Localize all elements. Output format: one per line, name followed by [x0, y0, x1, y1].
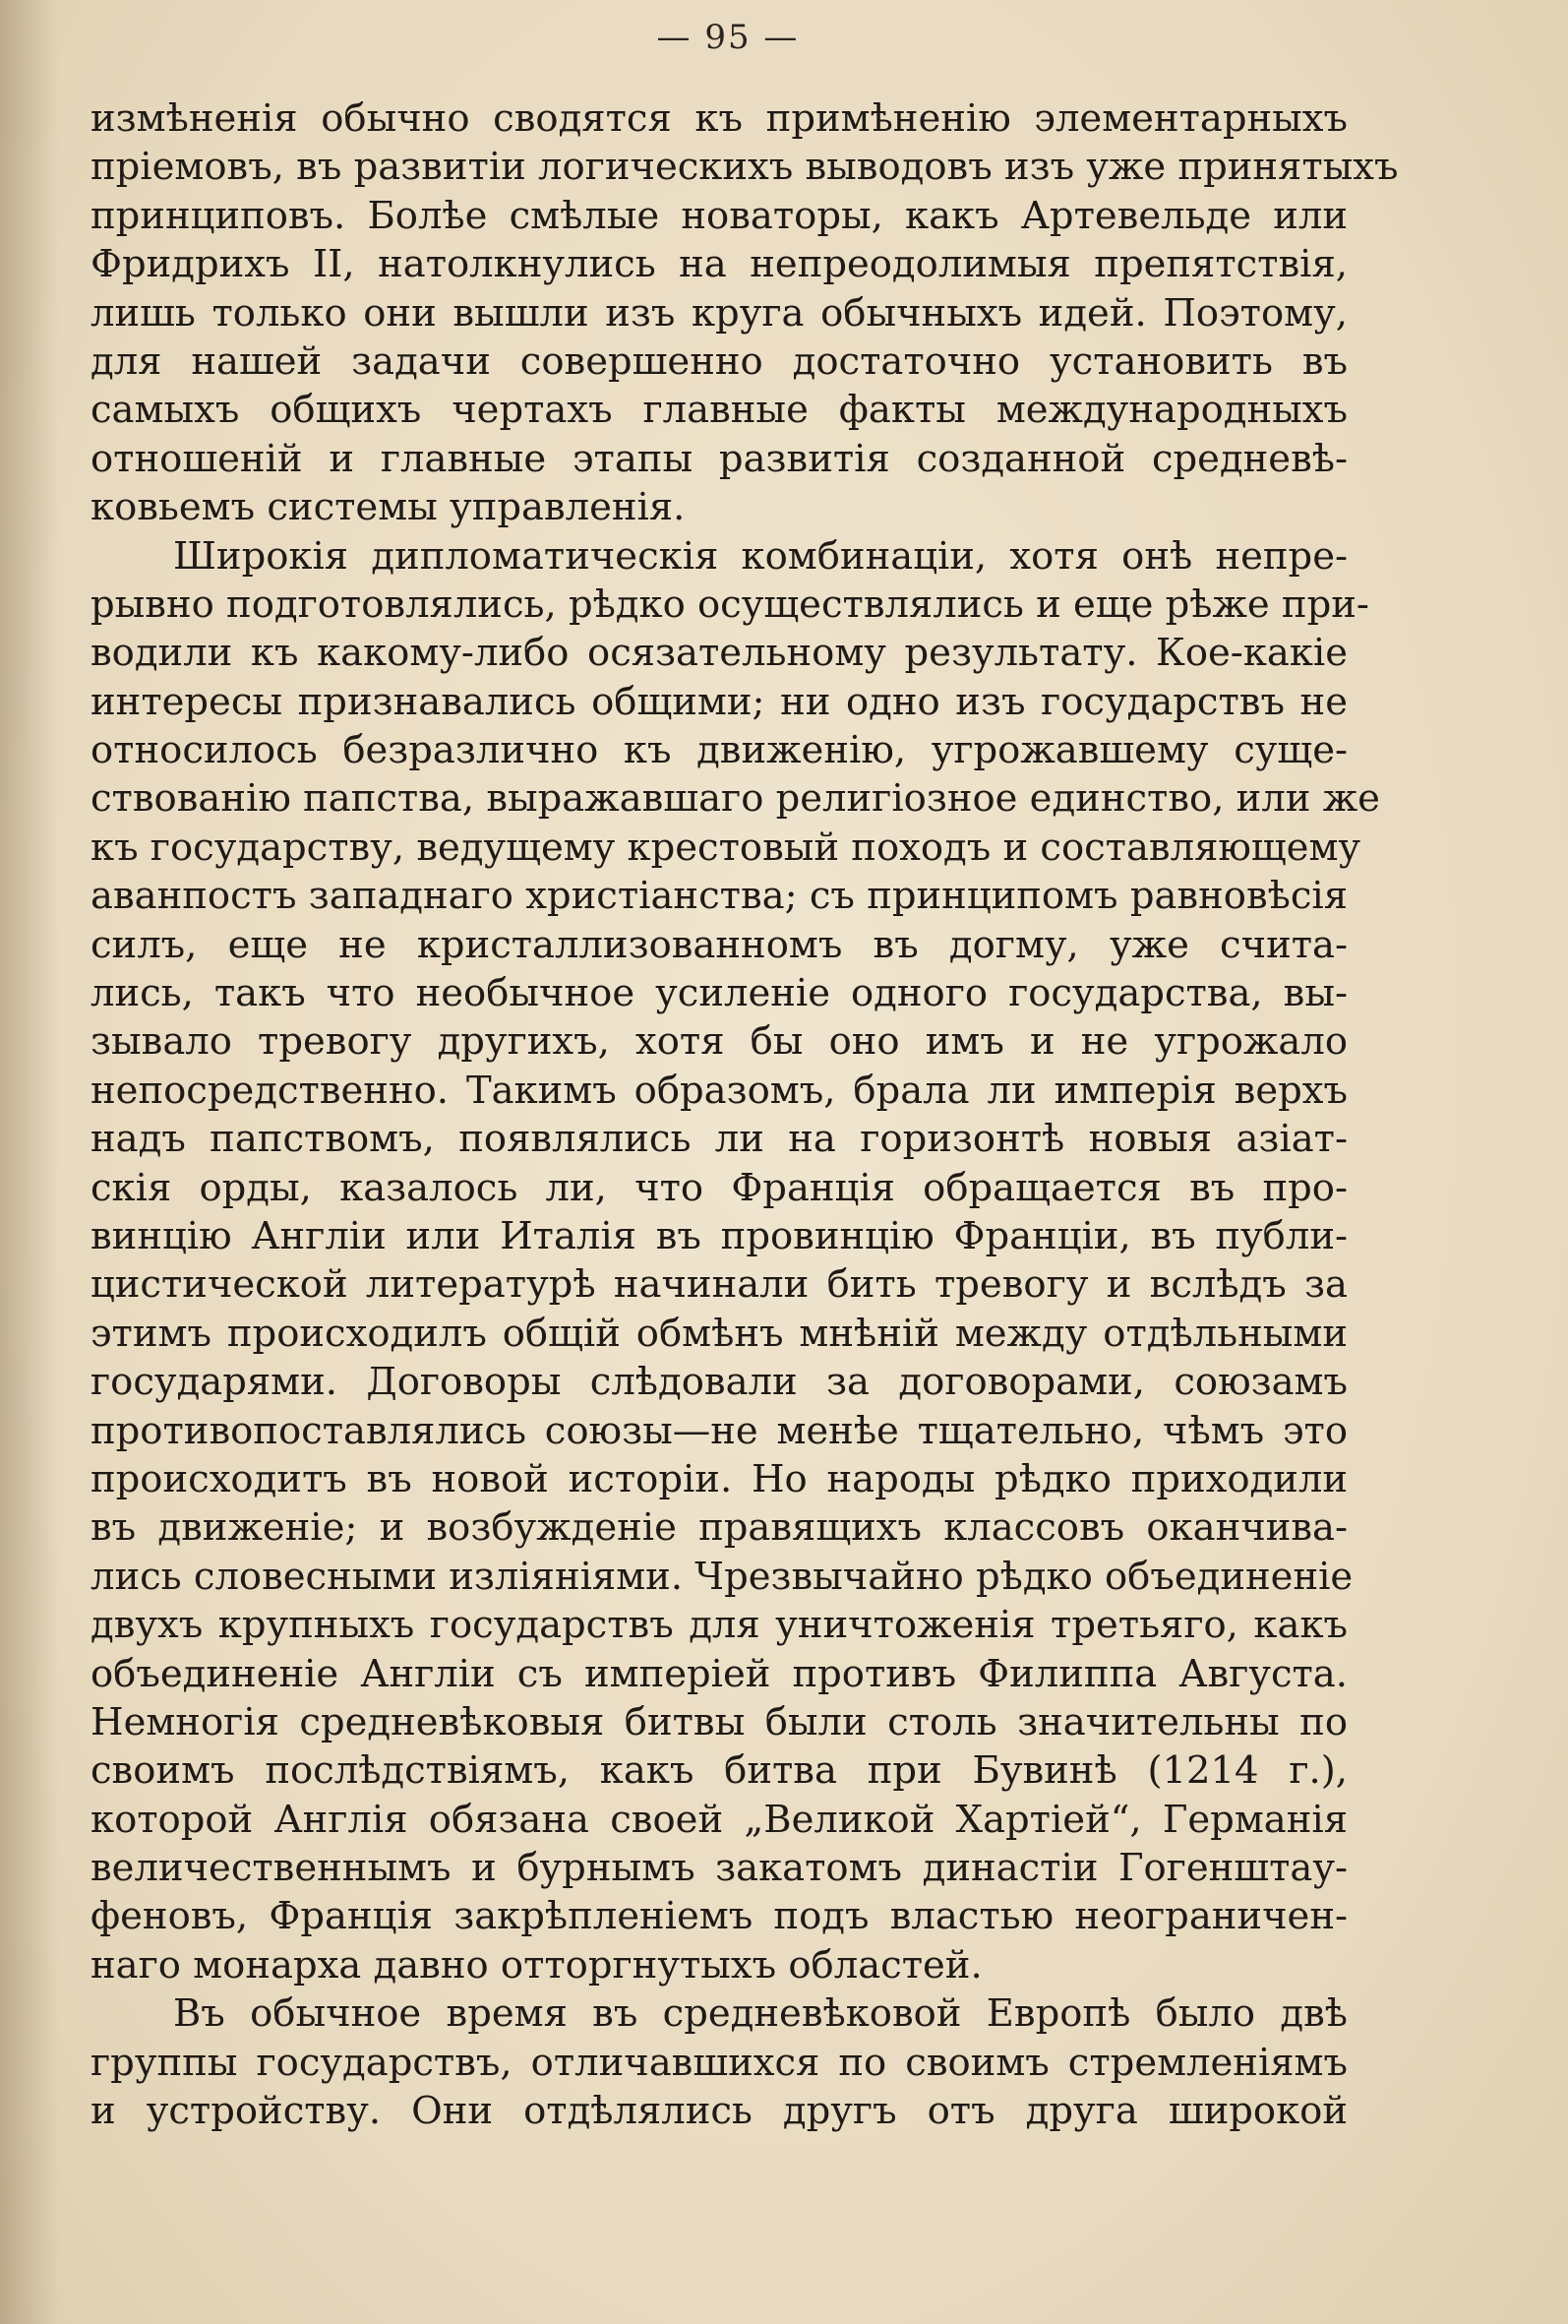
text-line: зывало тревогу другихъ, хотя бы оно имъ и не угрожало [90, 1019, 1348, 1065]
text-line: отношеній и главные этапы развитія созданной средневѣ- [90, 436, 1348, 481]
text-line: винцію Англіи или Италія въ провинцію Франціи, въ публи- [90, 1213, 1348, 1258]
text-line: двухъ крупныхъ государствъ для уничтоженія третьяго, какъ [90, 1603, 1348, 1648]
text-line: объединеніе Англіи съ имперіей противъ Филиппа Августа. [90, 1651, 1348, 1696]
text-line: Фридрихъ II, натолкнулись на непреодолимыя препятствія, [90, 242, 1348, 287]
text-line: группы государствъ, отличавшихся по своимъ стремленіямъ [90, 2040, 1348, 2085]
text-line: лишь только они вышли изъ круга обычныхъ идей. Поэтому, [90, 290, 1348, 336]
text-line: ковьемъ системы управленія. [90, 485, 686, 530]
text-line: происходитъ въ новой исторіи. Но народы рѣдко приходили [90, 1456, 1348, 1501]
text-line: лись, такъ что необычное усиленіе одного государства, вы- [90, 971, 1348, 1016]
text-line: и устройству. Они отдѣлялись другъ отъ друга широкой [90, 2089, 1348, 2134]
text-line: величественнымъ и бурнымъ закатомъ династіи Гогенштау- [90, 1846, 1348, 1891]
gutter-shadow [0, 0, 59, 2324]
text-line: относилось безразлично къ движенію, угрожавшему суще- [90, 728, 1348, 773]
paragraph [90, 1989, 1348, 2135]
text-line: интересы признавались общими; ни одно изъ государствъ не [90, 679, 1348, 724]
text-line: надъ папствомъ, появлялись ли на горизонтѣ новыя азіат- [90, 1117, 1348, 1162]
text-line: къ государству, ведущему крестовый походъ и составляющему [90, 825, 1361, 870]
text-line: Широкія дипломатическія комбинаціи, хотя онѣ непре- [173, 533, 1348, 579]
paragraph [90, 94, 1399, 532]
text-line: наго монарха давно отторгнутыхъ областей. [90, 1942, 983, 1988]
text-line: цистической литературѣ начинали бить тревогу и вслѣдъ за [90, 1262, 1348, 1308]
paragraph [90, 532, 1380, 1990]
text-line: которой Англія обязана своей „Великой Хартіей“, Германія [90, 1797, 1348, 1842]
text-line: феновъ, Франція закрѣпленіемъ подъ властью неограничен- [90, 1894, 1348, 1939]
text-line: для нашей задачи совершенно достаточно установить въ [90, 338, 1348, 384]
text-line: самыхъ общихъ чертахъ главные факты международныхъ [90, 388, 1348, 433]
text-line: противопоставлялись союзы—не менѣе тщательно, чѣмъ это [90, 1408, 1348, 1453]
text-line: пріемовъ, въ развитіи логическихъ выводовъ изъ уже принятыхъ [90, 145, 1399, 190]
text-line: непосредственно. Такимъ образомъ, брала ли имперія верхъ [90, 1068, 1348, 1113]
text-line: силъ, еще не кристаллизованномъ въ догму, уже счита- [90, 922, 1348, 967]
text-line: Немногія средневѣковыя битвы были столь значительны по [90, 1699, 1348, 1744]
text-line: аванпостъ западнаго христіанства; съ принципомъ равновѣсія [90, 874, 1348, 919]
text-line: государями. Договоры слѣдовали за договорами, союзамъ [90, 1360, 1348, 1405]
text-line: въ движеніе; и возбужденіе правящихъ классовъ оканчива- [90, 1505, 1348, 1551]
text-line: скія орды, казалось ли, что Франція обращается въ про- [90, 1165, 1348, 1210]
text-line: ствованію папства, выражавшаго религіозное единство, или же [90, 776, 1380, 822]
text-line: своимъ послѣдствіямъ, какъ битва при Бувинѣ (1214 г.), [90, 1748, 1348, 1794]
text-line: Въ обычное время въ средневѣковой Европѣ было двѣ [173, 1991, 1348, 2037]
body-text [90, 94, 1399, 2135]
text-line: водили къ какому-либо осязательному результату. Кое-какіе [90, 631, 1348, 676]
text-line: принциповъ. Болѣе смѣлые новаторы, какъ Артевельде или [90, 193, 1348, 238]
page-number: — 95 — [656, 18, 800, 57]
text-line: лись словесными изліяніями. Чрезвычайно рѣдко объединеніе [90, 1554, 1354, 1599]
text-line: измѣненія обычно сводятся къ примѣненію элементарныхъ [90, 96, 1348, 141]
text-line: этимъ происходилъ общій обмѣнъ мнѣній между отдѣльными [90, 1311, 1348, 1356]
text-line: рывно подготовлялись, рѣдко осуществлялись и еще рѣже при- [90, 581, 1369, 627]
